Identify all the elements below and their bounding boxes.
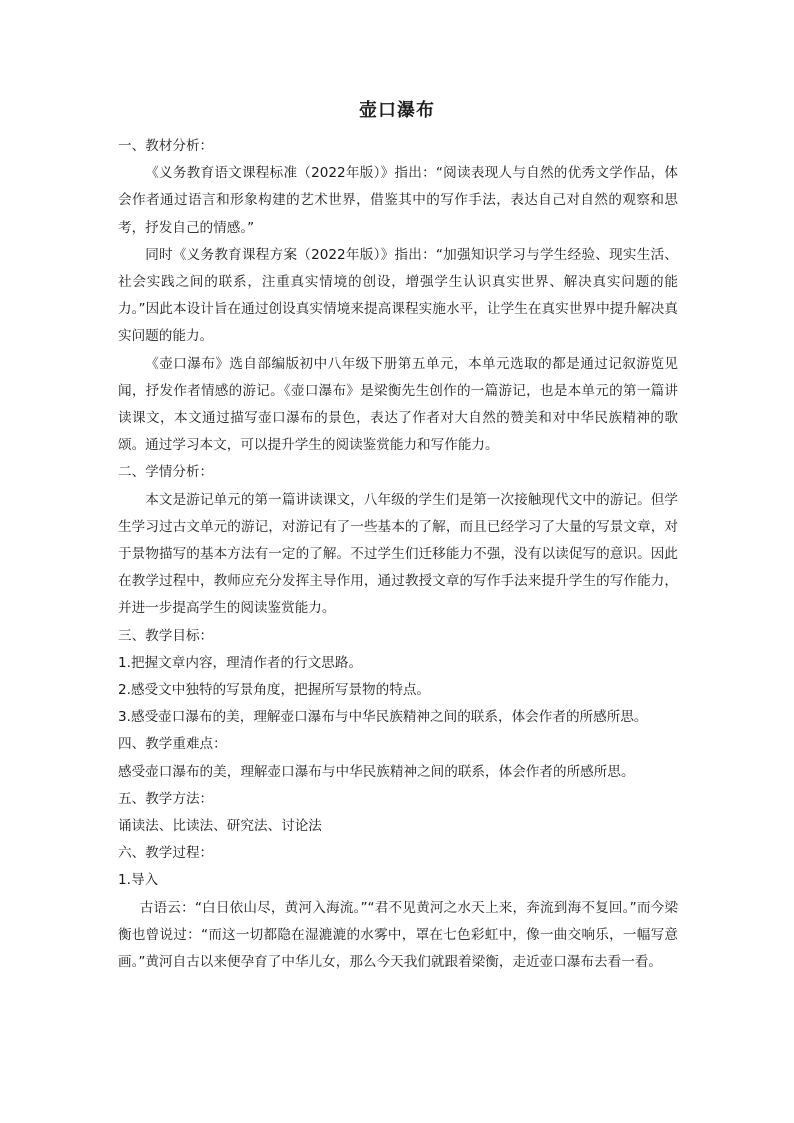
key-points-text: 感受壶口瀑布的美，理解壶口瀑布与中华民族精神之间的联系，体会作者的所感所思。 (118, 763, 635, 780)
document-body (118, 133, 678, 976)
goal-item: 1.把握文章内容，理清作者的行文思路。 (118, 654, 363, 671)
paragraph-introduction: 古语云：“白日依山尽，黄河入海流。”“君不见黄河之水天上来，奔流到海不复回。”而今梁衡也曾说过：“而这一切都隐在湿漉漉的水雾中，罩在七色彩虹中，像一曲交响乐，一幅写意画。”黄河自古以来便孕育了中华儿女，那么今天我们就跟着梁衡，走近壶口瀑布去看一看。 (118, 899, 678, 971)
section-heading-student-analysis: 二、学情分析： (118, 464, 214, 481)
paragraph-student-analysis: 本文是游记单元的第一篇讲读课文，八年级的学生们是第一次接触现代文中的游记。但学生学习过古文单元的游记，对游记有了一些基本的了解，而且已经学习了大量的写景文章，对于景物描写的基本方法有一定的了解。不过学生们迁移能力不强，没有以读促写的意识。因此在教学过程中，教师应充分发挥主导作用，通过教授文章的写作手法来提升学生的写作能力，并进一步提高学生的阅读鉴赏能力。 (118, 491, 678, 617)
paragraph-text-introduction: 《壶口瀑布》选自部编版初中八年级下册第五单元，本单元选取的都是通过记叙游览见闻，抒发作者情感的游记。《壶口瀑布》是梁衡先生创作的一篇游记，也是本单元的第一篇讲读课文，本文通过描写壶口瀑布的景色，表达了作者对大自然的赞美和对中华民族精神的歌颂。通过学习本文，可以提升学生的阅读鉴赏能力和写作能力。 (118, 355, 678, 454)
teaching-methods-text: 诵读法、比读法、研究法、讨论法 (118, 818, 322, 835)
section-heading-teaching-goals: 三、教学目标： (118, 627, 214, 644)
section-heading-key-points: 四、教学重难点： (118, 736, 227, 753)
section-heading-textbook-analysis: 一、教材分析： (118, 138, 214, 154)
goal-item: 3.感受壶口瀑布的美，理解壶口瀑布与中华民族精神之间的联系，体会作者的所感所思。 (118, 709, 648, 726)
document-title: 壶口瀑布 (359, 100, 435, 121)
paragraph-curriculum-plan: 同时《义务教育课程方案（2022年版）》指出：“加强知识学习与学生经验、现实生活、社会实践之间的联系，注重真实情境的创设，增强学生认识真实世界、解决真实问题的能力。”因此本设计旨在通过创设真实情境来提高课程实施水平，让学生在真实世界中提升解决真实问题的能力。 (118, 246, 678, 345)
goal-item: 2.感受文中独特的写景角度，把握所写景物的特点。 (118, 682, 431, 699)
paragraph-curriculum-standard: 《义务教育语文课程标准（2022年版）》指出：“阅读表现人与自然的优秀文学作品，体会作者通过语言和形象构建的艺术世界，借鉴其中的写作手法，表达自己对自然的观察和思考，抒发自己的情感。” (118, 165, 678, 236)
process-step-introduction: 1.导入 (118, 872, 159, 889)
section-heading-teaching-process: 六、教学过程： (118, 845, 214, 862)
section-heading-teaching-methods: 五、教学方法： (118, 790, 214, 807)
